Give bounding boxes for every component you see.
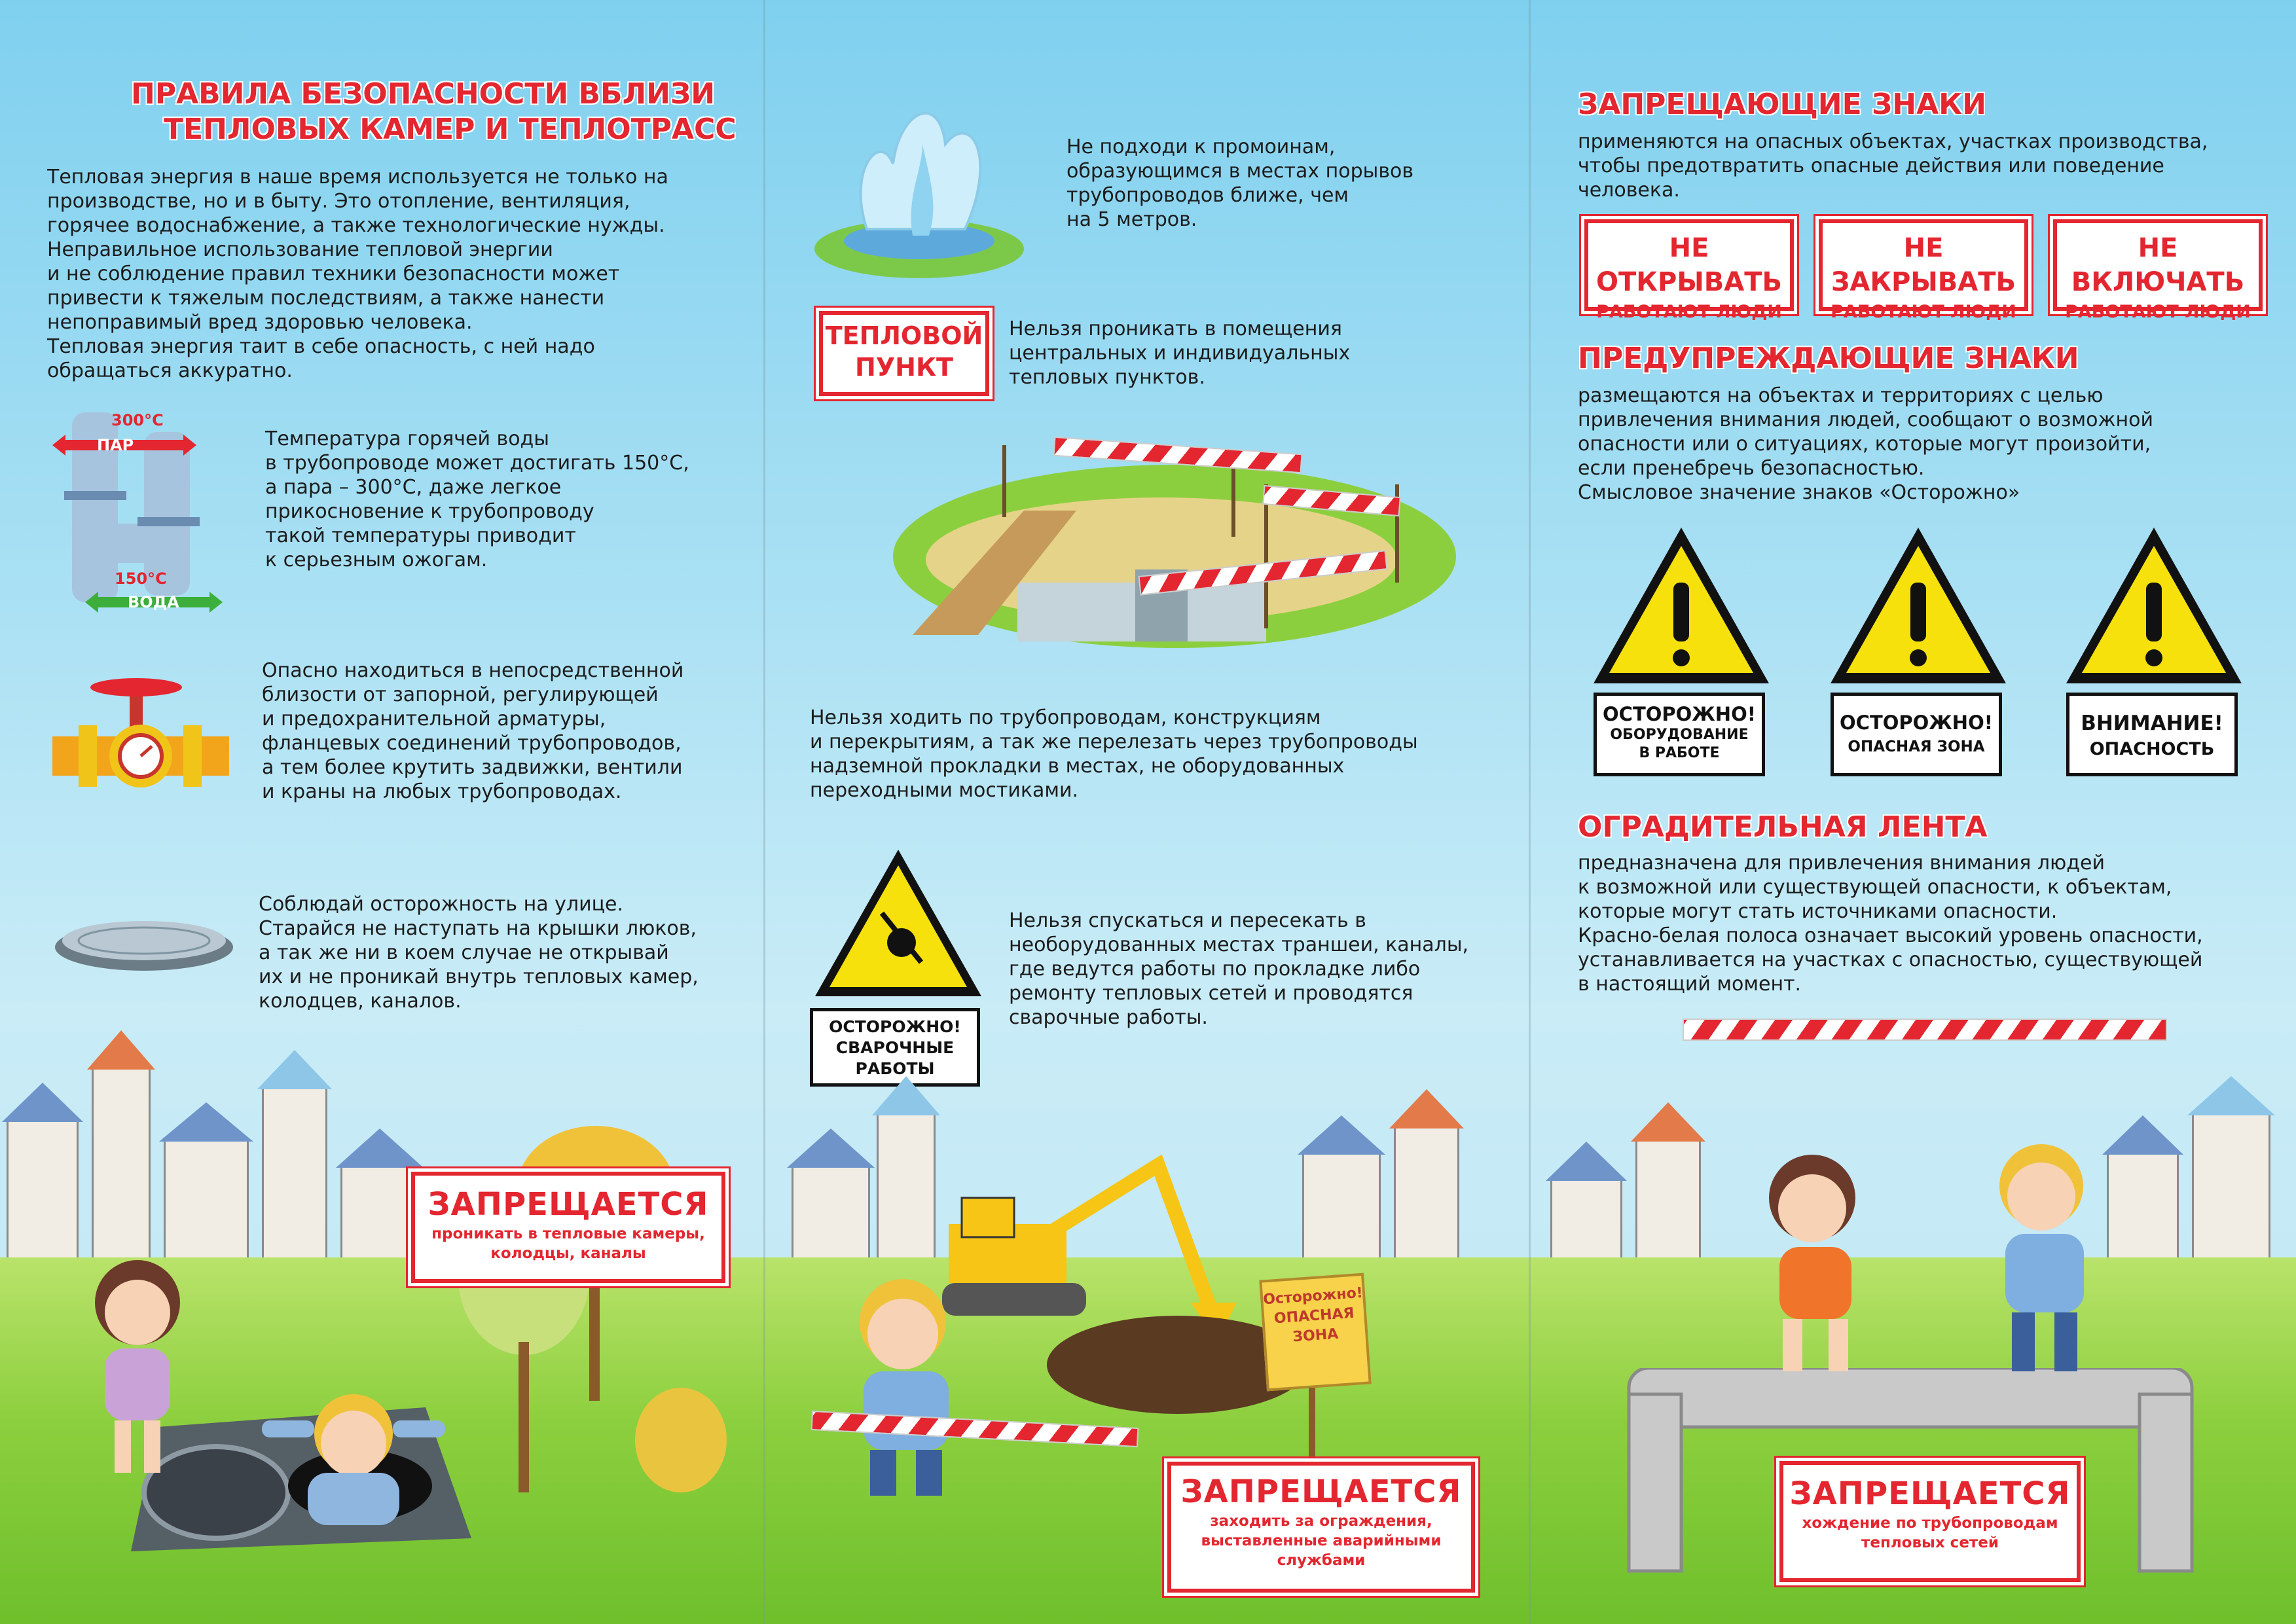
heat-point-text: Нельзя проникать в помещения центральных и индивидуальных тепловых пунктов. xyxy=(1009,317,1351,389)
card-equipment-working: ОСТОРОЖНО! ОБОРУДОВАНИЕ В РАБОТЕ xyxy=(1594,693,1765,776)
sign-do-not-close: НЕ ЗАКРЫВАТЬ РАБОТАЮТ ЛЮДИ xyxy=(1819,219,2028,311)
water-leak-icon xyxy=(808,72,1044,281)
welding-warning-icon xyxy=(810,844,987,1001)
prohibit-title: ЗАПРЕЩАЮЩИЕ ЗНАКИ xyxy=(1578,88,1986,121)
card-danger-zone: ОСТОРОЖНО! ОПАСНАЯ ЗОНА xyxy=(1831,693,2002,776)
right-panel xyxy=(1531,0,2296,1624)
manhole-text: Соблюдай осторожность на улице. Старайся не наступать на крышки люков, а так же ни в коем случае не открывай их и не проникай внутрь тепловых камер, колодцев, каналов. xyxy=(259,893,699,1013)
forbid-sign-mid: ЗАПРЕЩАЕТСЯ заходить за ограждения, выставленные аварийными службами xyxy=(1167,1462,1475,1593)
warn-title: ПРЕДУПРЕЖДАЮЩИЕ ЗНАКИ xyxy=(1578,342,2079,375)
warn-text: размещаются на объектах и территориях с целью привлечения внимания людей, сообщают о возможной опасности или о ситуациях, которые могут произойти, если пренебречь безопасностью. Смысловое значение знаков «Осторожно» xyxy=(1578,384,2154,504)
girl-figure xyxy=(1727,1152,1897,1375)
valve-text: Опасно находиться в непосредственной близости от запорной, регулирующей и предохранительной арматуры, фланцевых соединений трубопроводов, а тем более крутить задвижки, вентили и краны на любых трубопроводах. xyxy=(262,659,684,803)
temp-text: Температура горячей воды в трубопроводе может достигать 150°C, а пара – 300°C, даже легкое прикосновение к трубопроводу такой температуры приводит к серьезным ожогам. xyxy=(265,427,689,571)
warning-triangle-icon xyxy=(2062,524,2246,687)
city-skyline-right xyxy=(1531,1087,2296,1284)
forbid-sign-left: ЗАПРЕЩАЕТСЯ проникать в тепловые камеры, колодцы, каналы xyxy=(411,1172,725,1283)
boy-figure xyxy=(831,1276,988,1499)
pipe-top-label: ПАР xyxy=(97,436,134,454)
sign-do-not-open: НЕ ОТКРЫВАТЬ РАБОТАЮТ ЛЮДИ xyxy=(1584,219,1794,311)
sign-do-not-turn-on: НЕ ВКЛЮЧАТЬ РАБОТАЮТ ЛЮДИ xyxy=(2053,219,2263,311)
trench-text: Нельзя спускаться и пересекать в необорудованных местах траншеи, каналы, где ведутся работы по прокладке либо ремонту тепловых сетей и проводятся сварочные работы. xyxy=(1009,909,1469,1029)
prohibit-text: применяются на опасных объектах, участках производства, чтобы предотвратить опасные действия или поведение человека. xyxy=(1578,130,2208,202)
heat-point-sign: ТЕПЛОВОЙ ПУНКТ xyxy=(819,311,989,396)
welding-sign-card: ОСТОРОЖНО! СВАРОЧНЫЕ РАБОТЫ xyxy=(810,1008,980,1087)
tape-title: ОГРАДИТЕЛЬНАЯ ЛЕНТА xyxy=(1578,810,1988,844)
forbid-sign-right: ЗАПРЕЩАЕТСЯ хождение по трубопроводам тепловых сетей xyxy=(1779,1461,2081,1582)
left-panel xyxy=(0,0,765,1624)
left-title-line2: ТЕПЛОВЫХ КАМЕР И ТЕПЛОТРАСС xyxy=(164,113,737,146)
girl-figure xyxy=(72,1257,203,1479)
barrier-tape-sample xyxy=(1683,1019,2167,1041)
pipe-bottom-label: ВОДА xyxy=(128,593,179,611)
trench-illustration xyxy=(886,432,1463,661)
left-title-line1: ПРАВИЛА БЕЗОПАСНОСТИ ВБЛИЗИ xyxy=(131,77,716,111)
pipe-top-temp: 300°C xyxy=(111,411,164,429)
leak-text: Не подходи к промоинам, образующимся в местах порывов трубопроводов ближе, чем на 5 метров. xyxy=(1066,135,1414,231)
walk-text: Нельзя ходить по трубопроводам, конструкциям и перекрытиям, а так же перелезать через трубопроводы надземной прокладки в местах, не оборудованных переходными мостиками. xyxy=(810,706,1418,802)
pipe-bottom-temp: 150°C xyxy=(115,569,167,588)
middle-panel xyxy=(765,0,1531,1624)
boy-figure xyxy=(1950,1139,2133,1375)
danger-zone-sign: Осторожно! ОПАСНАЯ ЗОНА xyxy=(1259,1273,1371,1392)
boy-figure xyxy=(262,1381,445,1525)
warning-triangle-icon xyxy=(1590,524,1773,687)
intro-text: Тепловая энергия в наше время используется не только на производстве, но и в быту. Это отопление, вентиляция, горячее водоснабжение, а также технологические нужды. Неправильное использование тепловой энергии и не соблюдение правил техники безопасности может привести к тяжелым последствиям, а также нанести непоправимый вред здоровью человека. Тепловая энергия таит в себе опасность, с ней надо обращаться аккуратно. xyxy=(47,166,668,382)
valve-icon xyxy=(52,674,229,799)
warning-triangle-icon xyxy=(1827,524,2010,687)
tape-text: предназначена для привлечения внимания людей к возможной или существующей опасности, к объектам, которые могут стать источниками опасности. Красно-белая полоса означает высокий уровень опасности, устанавливается на участках с опасностью, существующей в настоящий момент. xyxy=(1578,852,2203,996)
manhole-icon xyxy=(52,913,236,972)
card-attention-danger: ВНИМАНИЕ! ОПАСНОСТЬ xyxy=(2066,693,2238,776)
tree-icon xyxy=(635,1388,727,1492)
